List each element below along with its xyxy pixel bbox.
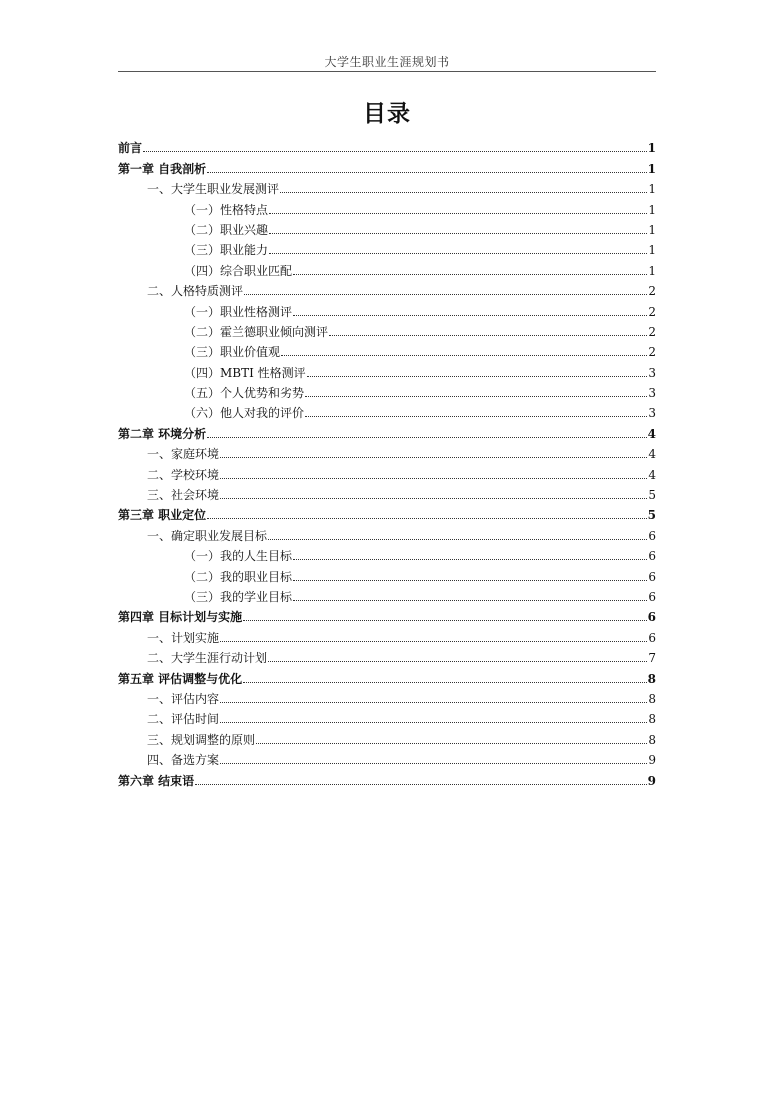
- toc-entry[interactable]: [118, 196, 656, 216]
- toc-dot-leader: [305, 396, 647, 397]
- toc-entry-label: 二、评估时间: [147, 712, 220, 727]
- toc-entry[interactable]: [118, 624, 656, 644]
- toc-entry[interactable]: [118, 706, 656, 726]
- toc-entry[interactable]: [118, 665, 656, 685]
- toc-entry[interactable]: [118, 257, 656, 277]
- toc-entry-label: （二）霍兰德职业倾向测评: [184, 324, 329, 339]
- toc-entry-label: （三）职业价值观: [184, 345, 281, 360]
- toc-dot-leader: [220, 498, 647, 499]
- toc-entry-page-number: 6: [647, 610, 656, 625]
- toc-entry[interactable]: [118, 543, 656, 563]
- toc-entry-page-number: 8: [648, 712, 656, 727]
- toc-entry[interactable]: [118, 359, 656, 379]
- toc-dot-leader: [220, 722, 647, 723]
- toc-entry[interactable]: [118, 278, 656, 298]
- toc-entry[interactable]: [118, 522, 656, 542]
- toc-entry-page-number: 3: [648, 365, 656, 380]
- toc-entry-page-number: 6: [648, 630, 656, 645]
- toc-dot-leader: [293, 580, 647, 581]
- toc-entry-page-number: 2: [648, 284, 656, 299]
- toc-entry-page-number: 6: [648, 528, 656, 543]
- toc-entry[interactable]: [118, 339, 656, 359]
- toc-entry-label: （一）职业性格测评: [184, 304, 293, 319]
- toc-entry-label: 一、评估内容: [147, 691, 220, 706]
- toc-dot-leader: [220, 702, 647, 703]
- toc-dot-leader: [305, 416, 647, 417]
- toc-entry-page-number: 8: [648, 691, 656, 706]
- toc-entry[interactable]: [118, 686, 656, 706]
- toc-entry[interactable]: [118, 400, 656, 420]
- toc-entry-label: 第三章 职业定位: [118, 508, 207, 523]
- toc-entry[interactable]: [118, 461, 656, 481]
- toc-dot-leader: [220, 763, 647, 764]
- toc-dot-leader: [268, 539, 647, 540]
- toc-entry[interactable]: [118, 176, 656, 196]
- toc-entry[interactable]: [118, 645, 656, 665]
- toc-entry[interactable]: [118, 767, 656, 787]
- toc-entry[interactable]: [118, 584, 656, 604]
- toc-entry-label: 一、计划实施: [147, 630, 220, 645]
- toc-entry-page-number: 5: [647, 508, 656, 523]
- toc-entry[interactable]: [118, 747, 656, 767]
- toc-entry-page-number: 4: [647, 426, 656, 441]
- toc-dot-leader: [220, 641, 647, 642]
- toc-entry-page-number: 1: [648, 182, 656, 197]
- toc-entry-page-number: 1: [648, 263, 656, 278]
- toc-dot-leader: [293, 600, 647, 601]
- toc-entry-label: （一）性格特点: [184, 202, 269, 217]
- toc-dot-leader: [293, 315, 647, 316]
- toc-entry[interactable]: [118, 441, 656, 461]
- toc-dot-leader: [256, 743, 647, 744]
- toc-entry[interactable]: [118, 563, 656, 583]
- toc-entry-label: 一、大学生职业发展测评: [147, 182, 280, 197]
- toc-entry-page-number: 4: [648, 467, 656, 482]
- toc-entry-label: 一、家庭环境: [147, 447, 220, 462]
- toc-entry-page-number: 2: [648, 345, 656, 360]
- toc-entry-page-number: 3: [648, 406, 656, 421]
- toc-entry[interactable]: [118, 420, 656, 440]
- toc-entry-page-number: 6: [648, 569, 656, 584]
- toc-entry-label: 第四章 目标计划与实施: [118, 610, 243, 625]
- toc-dot-leader: [307, 376, 648, 377]
- toc-title: 目录: [363, 100, 411, 127]
- toc-entry-label: 前言: [118, 141, 143, 156]
- toc-dot-leader: [243, 620, 646, 621]
- toc-entry[interactable]: [118, 482, 656, 502]
- toc-entry-page-number: 7: [648, 651, 656, 666]
- toc-entry-label: （二）职业兴趣: [184, 222, 269, 237]
- toc-dot-leader: [220, 457, 647, 458]
- toc-entry-label: 二、人格特质测评: [147, 284, 244, 299]
- toc-dot-leader: [293, 559, 647, 560]
- toc-entry-page-number: 4: [648, 447, 656, 462]
- toc-entry-label: 第六章 结束语: [118, 773, 195, 788]
- toc-entry-label: 第五章 评估调整与优化: [118, 671, 243, 686]
- toc-entry-page-number: 8: [648, 732, 656, 747]
- toc-entry-label: （五）个人优势和劣势: [184, 386, 305, 401]
- toc-dot-leader: [143, 151, 647, 152]
- toc-dot-leader: [207, 518, 646, 519]
- toc-entry-page-number: 9: [647, 773, 656, 788]
- toc-entry-label: （二）我的职业目标: [184, 569, 293, 584]
- toc-entry[interactable]: [118, 298, 656, 318]
- toc-entry[interactable]: [118, 237, 656, 257]
- toc-dot-leader: [280, 192, 647, 193]
- toc-dot-leader: [207, 437, 646, 438]
- toc-entry-page-number: 6: [648, 549, 656, 564]
- toc-entry-label: （三）职业能力: [184, 243, 269, 258]
- toc-dot-leader: [269, 213, 647, 214]
- toc-entry-page-number: 6: [648, 589, 656, 604]
- toc-entry-label: （一）我的人生目标: [184, 549, 293, 564]
- toc-entry-label: 一、确定职业发展目标: [147, 528, 268, 543]
- toc-entry[interactable]: [118, 604, 656, 624]
- toc-dot-leader: [329, 335, 647, 336]
- toc-entry-page-number: 2: [648, 304, 656, 319]
- toc-entry-page-number: 5: [648, 488, 656, 503]
- toc-entry-page-number: 2: [648, 324, 656, 339]
- toc-entry-page-number: 1: [648, 243, 656, 258]
- toc-entry-page-number: 8: [647, 671, 656, 686]
- toc-dot-leader: [268, 661, 647, 662]
- toc-entry-label: 二、学校环境: [147, 467, 220, 482]
- toc-entry-page-number: 1: [647, 141, 656, 156]
- toc-entry-label: （四）MBTI 性格测评: [184, 365, 306, 380]
- toc-dot-leader: [243, 682, 646, 683]
- toc-entry-label: （四）综合职业匹配: [184, 263, 293, 278]
- toc-dot-leader: [281, 355, 647, 356]
- toc-entry-label: （三）我的学业目标: [184, 589, 293, 604]
- toc-entry-label: 三、社会环境: [147, 488, 220, 503]
- toc-dot-leader: [293, 274, 647, 275]
- toc-entry-page-number: 1: [648, 222, 656, 237]
- toc-entry[interactable]: [118, 502, 656, 522]
- toc-entry-page-number: 1: [647, 161, 656, 176]
- toc-entry[interactable]: [118, 135, 656, 155]
- toc-entry-label: 四、备选方案: [147, 753, 220, 768]
- toc-entry-label: （六）他人对我的评价: [184, 406, 305, 421]
- toc-dot-leader: [220, 478, 647, 479]
- toc-dot-leader: [195, 784, 646, 785]
- toc-entry[interactable]: [118, 319, 656, 339]
- toc-entry-label: 三、规划调整的原则: [147, 732, 256, 747]
- toc-entry-label: 第一章 自我剖析: [118, 161, 207, 176]
- toc-entry-label: 第二章 环境分析: [118, 426, 207, 441]
- toc-entry-page-number: 1: [648, 202, 656, 217]
- running-header: 大学生职业生涯规划书: [324, 55, 450, 69]
- toc-dot-leader: [244, 294, 647, 295]
- toc-entry-page-number: 9: [648, 753, 656, 768]
- toc-entry-label: 二、大学生涯行动计划: [147, 651, 268, 666]
- header-rule: [118, 71, 656, 72]
- toc-dot-leader: [207, 172, 646, 173]
- toc-entry[interactable]: [118, 380, 656, 400]
- toc-entry[interactable]: [118, 726, 656, 746]
- table-of-contents: [118, 135, 656, 788]
- toc-entry-page-number: 3: [648, 386, 656, 401]
- toc-dot-leader: [269, 253, 647, 254]
- toc-entry[interactable]: [118, 217, 656, 237]
- toc-dot-leader: [269, 233, 647, 234]
- toc-entry[interactable]: [118, 155, 656, 175]
